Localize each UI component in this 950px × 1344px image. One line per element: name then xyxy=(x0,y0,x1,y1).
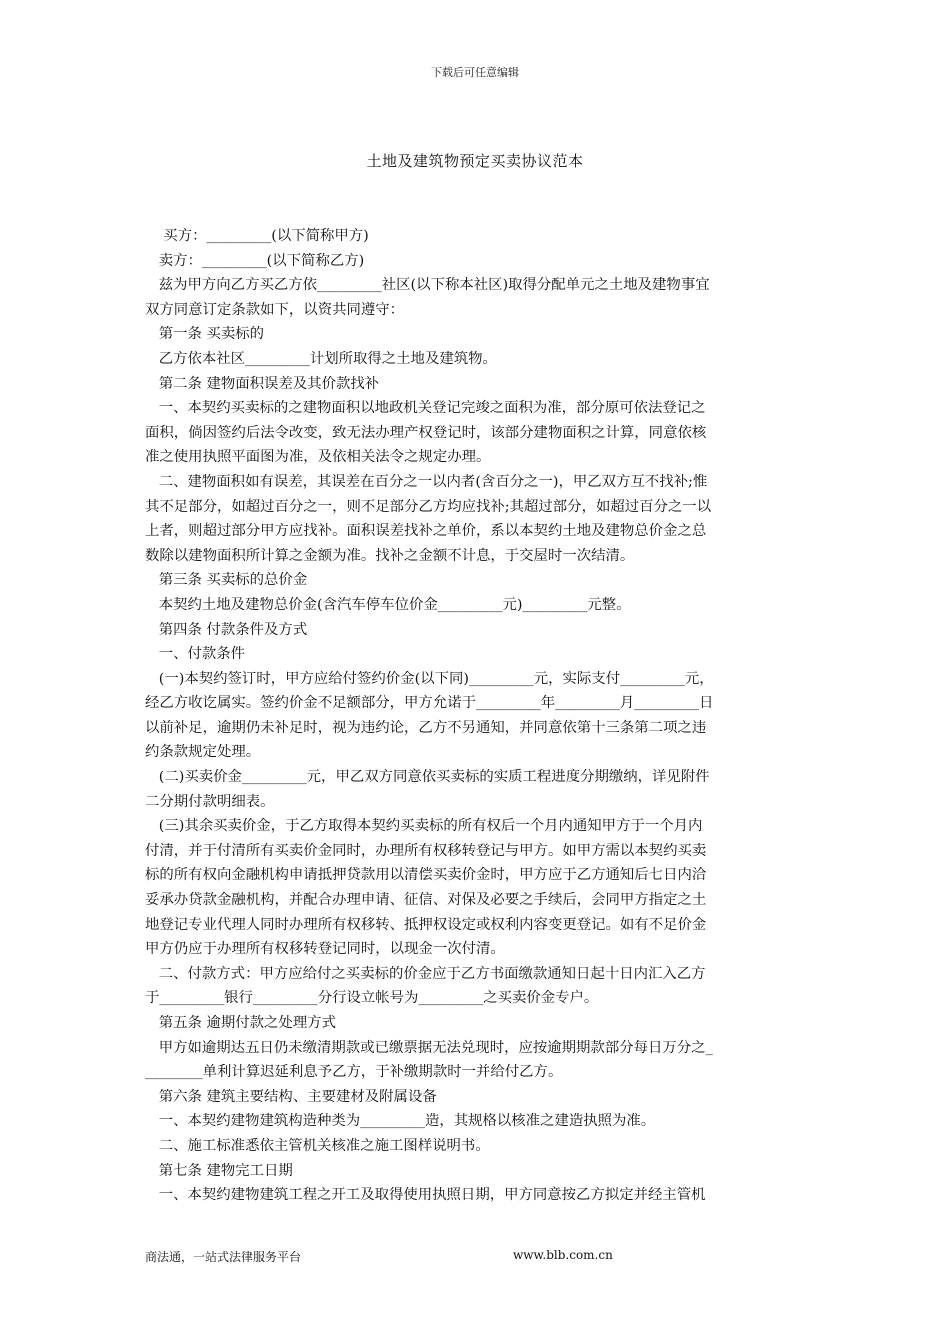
document-body xyxy=(145,224,810,1208)
body-line: (二)买卖价金_________元，甲乙双方同意依买卖标的实质工程进度分期缴纳，详见附件 xyxy=(145,769,710,786)
body-line: 付清，并于付清所有买卖价金同时，办理所有权移转登记与甲方。如甲方需以本契约买卖 xyxy=(145,842,707,859)
body-line: 于_________银行_________分行设立帐号为_________之买卖价金专户。 xyxy=(145,990,599,1007)
body-line: 二分期付款明细表。 xyxy=(145,793,275,810)
body-line: 卖方：_________(以下简称乙方) xyxy=(145,252,365,269)
body-line: 买方：_________(以下简称甲方) xyxy=(145,228,369,244)
footer-platform-name: 商法通，一站式法律服务平台 xyxy=(145,1250,302,1264)
header-note: 下载后可任意编辑 xyxy=(431,66,519,79)
body-line: 兹为甲方向乙方买乙方依_________社区(以下称本社区)取得分配单元之土地及建物事宜 xyxy=(145,277,710,294)
body-line: 其不足部分，如超过百分之一，则不足部分乙方均应找补;其超过部分，如超过百分之一以 xyxy=(145,498,712,515)
body-line: 经乙方收讫属实。签约价金不足额部分，甲方允诺于_________年_________月_________日 xyxy=(145,695,714,712)
body-line: 双方同意订定条款如下，以资共同遵守： xyxy=(145,301,405,318)
body-line: 乙方依本社区_________计划所取得之土地及建筑物。 xyxy=(145,350,497,367)
body-line: 二、付款方式：甲方应给付之买卖标的价金应于乙方书面缴款通知日起十日内汇入乙方 xyxy=(145,965,706,982)
section-heading: 第七条 建物完工日期 xyxy=(145,1162,293,1179)
document-title: 土地及建筑物预定买卖协议范本 xyxy=(366,152,584,170)
body-line: 妥承办贷款金融机构，并配合办理申请、征信、对保及必要之手续后，会同甲方指定之土 xyxy=(145,892,707,909)
section-heading: 第一条 买卖标的 xyxy=(145,326,265,343)
body-line: 本契约土地及建物总价金(含汽车停车位价金_________元)_________元整。 xyxy=(145,596,631,613)
section-heading: 第六条 建筑主要结构、主要建材及附属设备 xyxy=(145,1088,437,1105)
body-line: 一、本契约建物建筑构造种类为_________造，其规格以核准之建造执照为准。 xyxy=(145,1113,656,1130)
body-line: 二、建物面积如有误差，其误差在百分之一以内者(含百分之一)，甲乙双方互不找补;惟 xyxy=(145,473,708,490)
section-heading: 第三条 买卖标的总价金 xyxy=(145,572,308,589)
section-heading: 第四条 付款条件及方式 xyxy=(145,621,308,638)
body-line: 面积，倘因签约后法令改变，致无法办理产权登记时，该部分建物面积之计算，同意依核 xyxy=(145,424,707,441)
body-line: (一)本契约签订时，甲方应给付签约价金(以下同)_________元，实际支付_________元， xyxy=(145,670,714,687)
body-line: 约条款规定处理。 xyxy=(145,744,261,761)
section-heading: 第二条 建物面积误差及其价款找补 xyxy=(145,375,380,392)
body-line: 一、本契约建物建筑工程之开工及取得使用执照日期，甲方同意按乙方拟定并经主管机 xyxy=(145,1187,706,1204)
body-line: ________单利计算迟延利息予乙方，于补缴期款时一并给付乙方。 xyxy=(145,1064,563,1081)
body-line: 二、施工标准悉依主管机关核准之施工图样说明书。 xyxy=(145,1137,490,1154)
body-line: 以前补足，逾期仍未补足时，视为违约论，乙方不另通知，并同意依第十三条第二项之违 xyxy=(145,719,707,736)
body-line: 一、付款条件 xyxy=(145,646,246,663)
body-line: 标的所有权向金融机构申请抵押贷款用以清偿买卖价金时，甲方应于乙方通知后七日内洽 xyxy=(145,867,707,884)
section-heading: 第五条 逾期付款之处理方式 xyxy=(145,1015,336,1031)
body-line: (三)其余买卖价金，于乙方取得本契约买卖标的所有权后一个月内通知甲方于一个月内 xyxy=(145,818,703,835)
body-line: 甲方如逾期达五日仍未缴清期款或已缴票据无法兑现时，应按逾期期款部分每日万分之_ xyxy=(145,1039,713,1056)
body-line: 数除以建物面积所计算之金额为准。找补之金额不计息，于交屋时一次结清。 xyxy=(145,547,635,564)
body-line: 准之使用执照平面图为准，及依相关法令之规定办理。 xyxy=(145,449,491,466)
body-line: 地登记专业代理人同时办理所有权移转、抵押权设定或权利内容变更登记。如有不足价金 xyxy=(145,916,707,933)
footer-website-link[interactable]: www.blb.com.cn xyxy=(513,1248,613,1262)
body-line: 甲方仍应于办理所有权移转登记同时，以现金一次付清。 xyxy=(145,941,505,958)
body-line: 上者，则超过部分甲方应找补。面积误差找补之单价，系以本契约土地及建物总价金之总 xyxy=(145,523,707,540)
body-line: 一、本契约买卖标的之建物面积以地政机关登记完竣之面积为准，部分原可依法登记之 xyxy=(145,400,706,417)
